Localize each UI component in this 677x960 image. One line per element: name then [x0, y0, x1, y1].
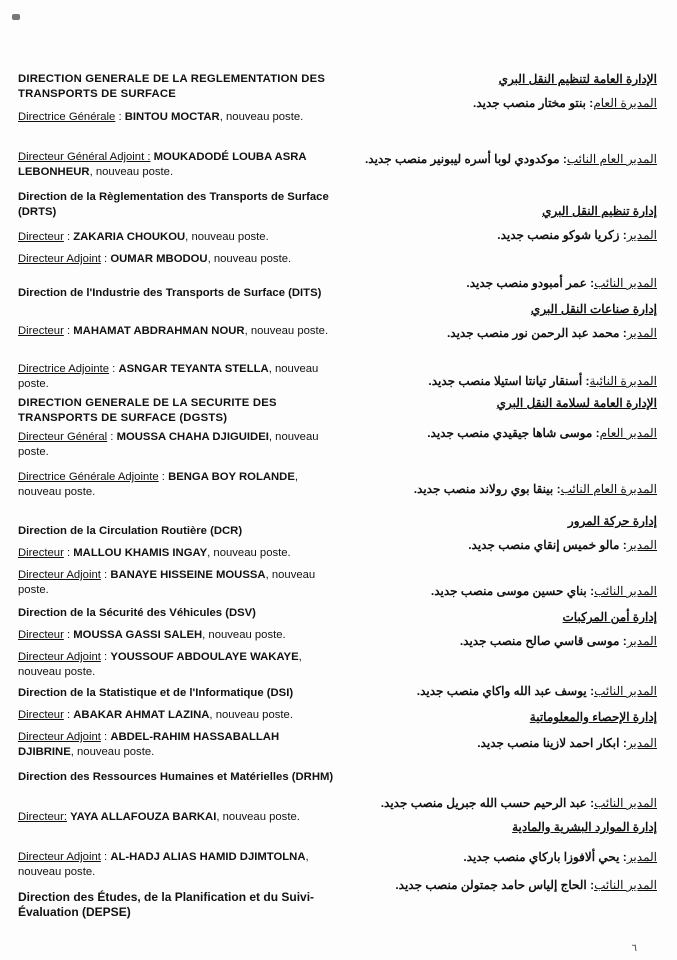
- ar-entry-13: المدير: ابكار احمد لازينا منصب جديد.: [477, 736, 657, 750]
- fr-entry-drts-adj: Directeur Adjoint : OUMAR MBODOU, nouveau poste.: [18, 253, 292, 265]
- fr-heading-dits: Direction de l'Industrie des Transports de Surface (DITS): [18, 287, 322, 299]
- fr-entry-dits-adj: Directrice Adjointe : ASNGAR TEYANTA STELLA, nouveau poste.: [18, 363, 319, 390]
- fr-entry-drts-dir: Directeur : ZAKARIA CHOUKOU, nouveau poste.: [18, 231, 269, 243]
- ar-entry-3: المدير: زكريا شوكو منصب جديد.: [497, 228, 657, 242]
- fr-entry-dsv-adj: Directeur Adjoint : YOUSSOUF ABDOULAYE WAKAYE, nouveau poste.: [18, 651, 302, 678]
- fr-entry-dits-dir: Directeur : MAHAMAT ABDRAHMAN NOUR, nouveau poste.: [18, 325, 329, 337]
- ar-entry-8: المديرة العام النائب: بينقا بوي رولاند منصب جديد.: [413, 482, 657, 496]
- ar-heading-3: إدارة صناعات النقل البري: [530, 302, 657, 316]
- ar-heading-2: إدارة تنظيم النقل البري: [542, 204, 657, 218]
- fr-heading-dsv: Direction de la Sécurité des Véhicules (DSV): [18, 607, 256, 619]
- ar-heading-6: إدارة أمن المركبات: [562, 610, 657, 624]
- ar-entry-4: المدير النائب: عمر أمبودو منصب جديد.: [466, 276, 657, 290]
- fr-entry-drhm-dir: Directeur: YAYA ALLAFOUZA BARKAI, nouveau poste.: [18, 811, 300, 823]
- ar-entry-1: المديرة العام: بنتو مختار منصب جديد.: [473, 96, 657, 110]
- fr-heading-dcr: Direction de la Circulation Routière (DCR): [18, 525, 243, 537]
- ar-heading-1: الإدارة العامة لتنظيم النقل البري: [498, 72, 657, 86]
- fr-entry-drhm-adj: Directeur Adjoint : AL-HADJ ALIAS HAMID DJIMTOLNA, nouveau poste.: [18, 851, 309, 878]
- fr-entry-dsv-dir: Directeur : MOUSSA GASSI SALEH, nouveau poste.: [18, 629, 286, 641]
- ar-entry-10: المدير النائب: بناي حسين موسى منصب جديد.: [430, 584, 657, 598]
- fr-entry-dga: Directeur Général Adjoint : MOUKADODÉ LOUBA ASRA LEBONHEUR, nouveau poste.: [18, 151, 307, 178]
- fr-heading-dgsts: DIRECTION GENERALE DE LA SECURITE DES TRANSPORTS DE SURFACE (DGSTS): [18, 397, 277, 424]
- ar-entry-6: المديرة النائبة: أسنقار تيانتا استيلا منصب جديد.: [428, 374, 657, 388]
- ar-entry-14: المدير النائب: عبد الرحيم حسب الله جبريل منصب جديد.: [380, 796, 657, 810]
- ar-entry-5: المدير: محمد عبد الرحمن نور منصب جديد.: [446, 326, 657, 340]
- fr-entry-dsi-adj: Directeur Adjoint : ABDEL-RAHIM HASSABALLAH DJIBRINE, nouveau poste.: [18, 731, 280, 758]
- ar-entry-12: المدير النائب: يوسف عبد الله واكاي منصب جديد.: [416, 684, 657, 698]
- fr-entry-dcr-adj: Directeur Adjoint : BANAYE HISSEINE MOUSSA, nouveau poste.: [18, 569, 316, 596]
- scan-mark: [12, 14, 20, 20]
- fr-entry-dgsts-dga: Directrice Générale Adjointe : BENGA BOY ROLANDE, nouveau poste.: [18, 471, 299, 498]
- ar-entry-7: المدير العام: موسى شاها جيقيدي منصب جديد.: [427, 426, 657, 440]
- fr-entry-dsi-dir: Directeur : ABAKAR AHMAT LAZINA, nouveau poste.: [18, 709, 293, 721]
- fr-entry-dg: Directrice Générale : BINTOU MOCTAR, nouveau poste.: [18, 111, 304, 123]
- ar-heading-4: الإدارة العامة لسلامة النقل البري: [496, 396, 657, 410]
- ar-heading-5: إدارة حركة المرور: [567, 514, 657, 528]
- fr-heading-dgrts: DIRECTION GENERALE DE LA REGLEMENTATION DES TRANSPORTS DE SURFACE: [18, 73, 326, 100]
- fr-heading-drts: Direction de la Règlementation des Transports de Surface (DRTS): [18, 191, 329, 218]
- fr-heading-depse: Direction des Études, de la Planification et du Suivi-Évaluation (DEPSE): [18, 890, 315, 919]
- ar-heading-8: إدارة الموارد البشرية والمادية: [512, 820, 657, 834]
- fr-heading-drhm: Direction des Ressources Humaines et Matérielles (DRHM): [18, 771, 334, 783]
- fr-entry-dcr-dir: Directeur : MALLOU KHAMIS INGAY, nouveau poste.: [18, 547, 291, 559]
- ar-entry-2: المدير العام النائب: موكدودي لوبا أسره ليبونير منصب جديد.: [364, 152, 657, 166]
- fr-heading-dsi: Direction de la Statistique et de l'Informatique (DSI): [18, 687, 294, 699]
- ar-heading-7: إدارة الإحصاء والمعلوماتية: [529, 710, 657, 724]
- ar-entry-11: المدير: موسى قاسي صالح منصب جديد.: [459, 634, 657, 648]
- ar-entry-9: المدير: مالو خميس إنقاي منصب جديد.: [468, 538, 657, 552]
- ar-entry-16: المدير النائب: الحاج إلياس حامد جمتولن منصب جديد.: [395, 878, 657, 892]
- fr-entry-dgsts-dg: Directeur Général : MOUSSA CHAHA DJIGUIDEI, nouveau poste.: [18, 431, 319, 458]
- page-number: ٦: [631, 943, 637, 954]
- ar-entry-15: المدير: يحي ألافوزا باركاي منصب جديد.: [463, 850, 657, 864]
